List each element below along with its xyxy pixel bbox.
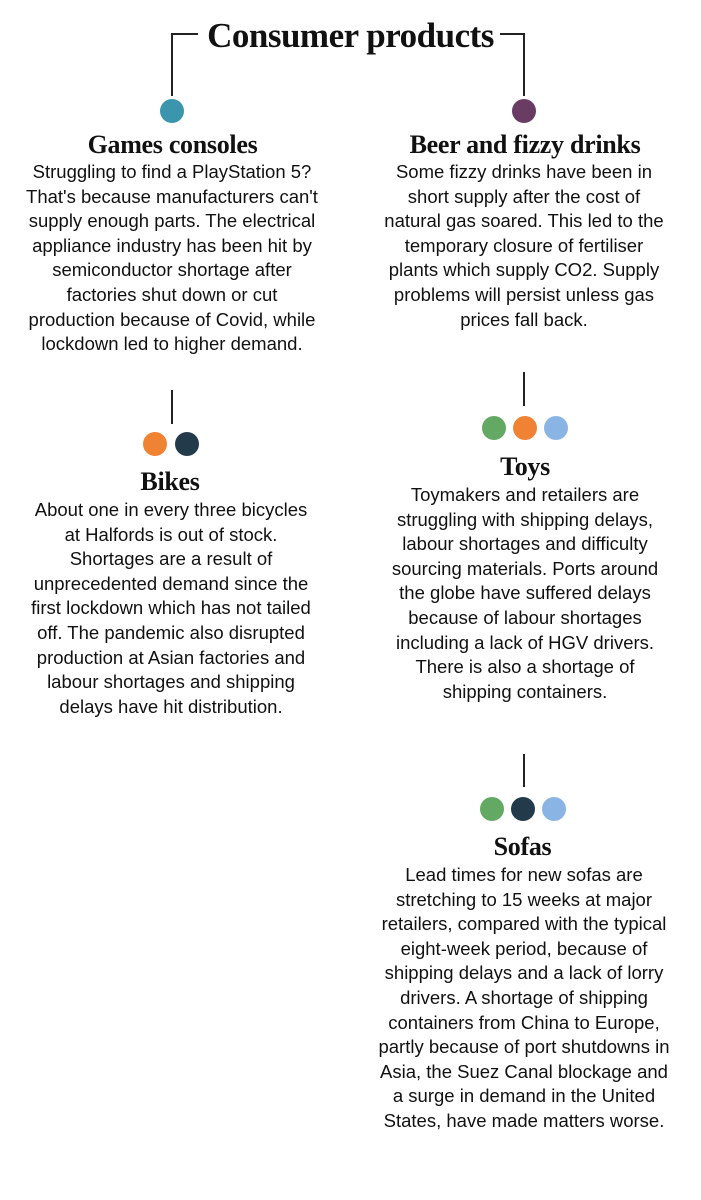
node-heading: Sofas [493, 832, 552, 861]
connector-title-left-horizontal [171, 33, 198, 35]
diagram-title: Consumer products [207, 16, 494, 55]
color-dot-teal [160, 99, 184, 123]
color-dot-light-blue [542, 797, 566, 821]
node-description: Toymakers and retailers are struggling with shipping delays, labour shortages and difficulty sourcing materials. Ports around the globe have suffered delays because of labour shortages including a lack of HGV drivers. There is also a shortage of shipping containers. [391, 484, 659, 702]
node-description: About one in every three bicycles at Halfords is out of stock. Shortages are a result of unprecedented demand since the first lockdown which has not tailed off. The pandemic also disrupted production at Asian factories and labour shortages and shipping delays have hit distribution. [31, 499, 311, 717]
connector-toys-to-sofas [523, 754, 525, 787]
node-heading: Bikes [140, 467, 200, 496]
node-description: Lead times for new sofas are stretching to 15 weeks at major retailers, compared with the typical eight-week period, because of shipping delays and a lack of lorry drivers. A shortage of shipping containers from China to Europe, partly because of port shutdowns in Asia, the Suez Canal blockage and a surge in demand in the United States, have made matters worse. [378, 864, 670, 1131]
connector-title-left-vertical [171, 33, 173, 96]
color-dot-green [482, 416, 506, 440]
color-dot-orange [513, 416, 537, 440]
color-dot-navy [511, 797, 535, 821]
color-dot-light-blue [544, 416, 568, 440]
color-dot-green [480, 797, 504, 821]
connector-title-right-horizontal [500, 33, 525, 35]
connector-title-right-vertical [523, 33, 525, 96]
node-heading: Games consoles [87, 130, 258, 159]
node-description: Struggling to find a PlayStation 5? That's because manufacturers can't supply enough parts. The electrical appliance industry has been hit by semiconductor shortage after factories shut down or cut production because of Covid, while lockdown led to higher demand. [26, 161, 318, 355]
node-heading: Beer and fizzy drinks [409, 130, 641, 159]
connector-beer-to-toys [523, 372, 525, 406]
color-dot-plum [512, 99, 536, 123]
node-heading: Toys [500, 452, 550, 481]
color-dot-orange [143, 432, 167, 456]
connector-games-to-bikes [171, 390, 173, 424]
node-description: Some fizzy drinks have been in short supply after the cost of natural gas soared. This led to the temporary closure of fertiliser plants which supply CO2. Supply problems will persist unless gas prices fall back. [384, 161, 664, 330]
color-dot-navy [175, 432, 199, 456]
